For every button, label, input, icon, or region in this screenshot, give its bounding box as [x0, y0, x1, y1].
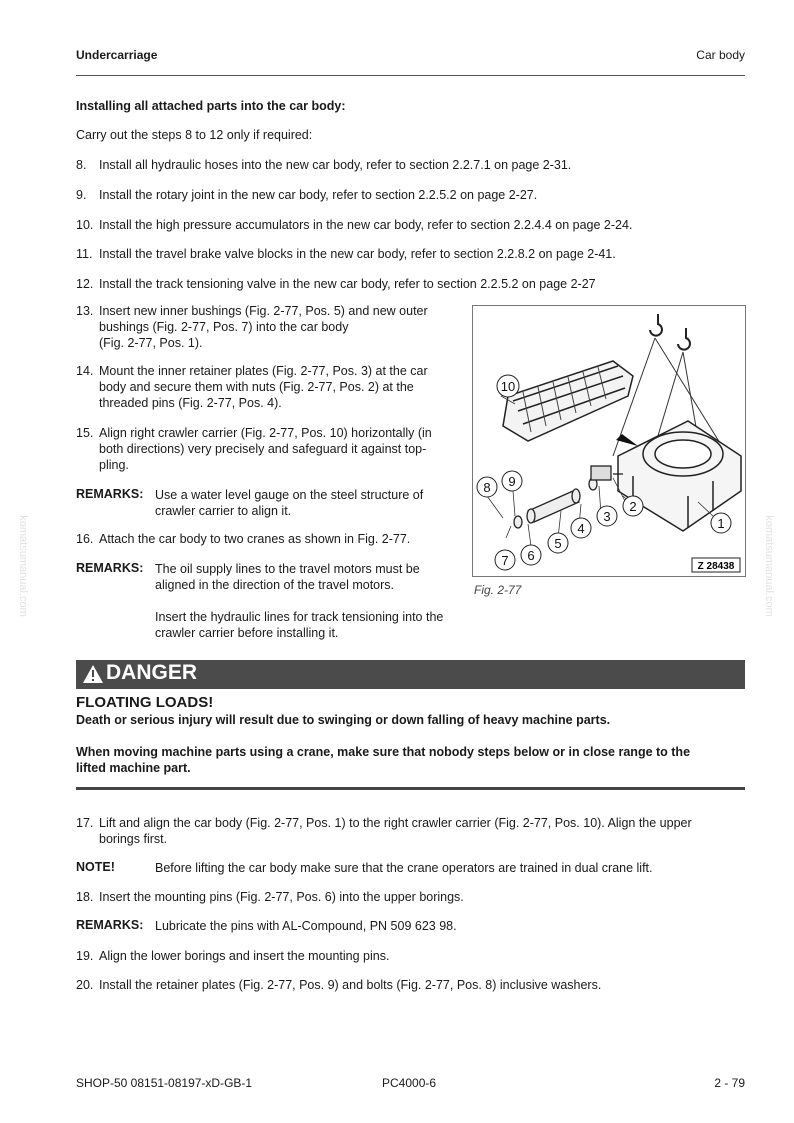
remark-line: Insert the hydraulic lines for track tensioning into the: [155, 610, 444, 624]
remark-line: The oil supply lines to the travel motors must be: [155, 562, 420, 576]
step-9: 9. Install the rotary joint in the new car body, refer to section 2.2.5.2 on page 2-27.: [76, 188, 538, 202]
callout-1: [711, 513, 731, 533]
note-label: NOTE!: [76, 860, 115, 874]
step-15-line: pling.: [99, 458, 129, 472]
step-17-line: borings first.: [99, 832, 168, 846]
svg-text:3: 3: [603, 509, 611, 524]
footer-doc-id: SHOP-50 08151-08197-xD-GB-1: [76, 1076, 253, 1090]
figure-2-77: [472, 305, 746, 577]
remark-line: Lubricate the pins with AL-Compound, PN 509 623 98.: [155, 919, 457, 933]
remark-line: Use a water level gauge on the steel structure of: [155, 488, 424, 502]
step-15-line: both directions) very precisely and safeguard it against top-: [99, 442, 427, 456]
intro-text: Carry out the steps 8 to 12 only if required:: [76, 128, 313, 142]
step-10: 10. Install the high pressure accumulators in the new car body, refer to section 2.2.4.4 on page 2-24.: [76, 218, 633, 232]
section-heading: Installing all attached parts into the car body:: [76, 99, 346, 113]
car-body-crane-illustration: [473, 306, 745, 576]
remark-line: crawler carrier to align it.: [155, 504, 292, 518]
step-20: 20. Install the retainer plates (Fig. 2-77, Pos. 9) and bolts (Fig. 2-77, Pos. 8) inclusive washers.: [76, 978, 602, 992]
header-section: Undercarriage: [76, 48, 158, 62]
callout-7: [495, 550, 515, 570]
step-14-line: Mount the inner retainer plates (Fig. 2-77, Pos. 3) at the car: [99, 364, 428, 378]
svg-text:5: 5: [554, 536, 562, 551]
danger-title: FLOATING LOADS!: [76, 694, 214, 711]
warning-triangle-icon: [83, 665, 103, 683]
footer-model: PC4000-6: [382, 1076, 437, 1090]
step-13-number: 13.: [76, 304, 94, 318]
callout-3: [597, 506, 617, 526]
step-15-line: Align right crawler carrier (Fig. 2-77, Pos. 10) horizontally (in: [99, 426, 432, 440]
step-13-line: bushings (Fig. 2-77, Pos. 7) into the car body: [99, 320, 349, 334]
callout-9: [502, 471, 522, 491]
header-chapter: Car body: [696, 48, 745, 62]
step-18: 18. Insert the mounting pins (Fig. 2-77, Pos. 6) into the upper borings.: [76, 890, 464, 904]
watermark: komatsumanual.com: [16, 515, 29, 617]
svg-text:10: 10: [500, 379, 516, 394]
callout-10: [497, 375, 519, 397]
header-rule: [76, 75, 745, 76]
callout-8: [477, 477, 497, 497]
crawler-carrier: [500, 361, 633, 441]
callout-5: [548, 533, 568, 553]
step-14-number: 14.: [76, 364, 94, 378]
remarks-label: REMARKS:: [76, 918, 144, 932]
step-12: 12. Install the track tensioning valve in the new car body, refer to section 2.2.5.2 on page 2-27: [76, 277, 596, 291]
callout-2: [623, 496, 643, 516]
step-13-line: (Fig. 2-77, Pos. 1).: [99, 336, 203, 350]
danger-text: Death or serious injury will result due to swinging or down falling of heavy machine parts.: [76, 713, 611, 727]
arrow-icon: [616, 434, 638, 446]
step-16: 16. Attach the car body to two cranes as shown in Fig. 2-77.: [76, 532, 411, 546]
figure-code-label: [692, 558, 740, 572]
callout-6: [521, 545, 541, 565]
note-text: Before lifting the car body make sure that the crane operators are trained in dual crane lift.: [155, 861, 653, 875]
step-8: 8. Install all hydraulic hoses into the new car body, refer to section 2.2.7.1 on page 2-31.: [76, 158, 572, 172]
danger-bottom-rule: [76, 787, 745, 790]
svg-text:9: 9: [508, 474, 516, 489]
remark-line: crawler carrier before installing it.: [155, 626, 339, 640]
footer-page: 2 - 79: [714, 1076, 745, 1090]
step-14-line: body and secure them with nuts (Fig. 2-77, Pos. 2) at the: [99, 380, 414, 394]
danger-text: When moving machine parts using a crane, make sure that nobody steps below or in close range to the: [76, 745, 691, 759]
step-17-number: 17.: [76, 816, 94, 830]
step-11: 11. Install the travel brake valve blocks in the new car body, refer to section 2.2.8.2 on page 2-41.: [76, 247, 616, 261]
svg-text:4: 4: [577, 521, 585, 536]
step-17-line: Lift and align the car body (Fig. 2-77, Pos. 1) to the right crawler carrier (Fig. 2-77, Pos. 10). Align the upper: [99, 816, 692, 830]
danger-label: DANGER: [106, 661, 198, 684]
remark-line: aligned in the direction of the travel motors.: [155, 578, 395, 592]
danger-banner: [76, 660, 745, 689]
figure-caption: Fig. 2-77: [474, 583, 522, 597]
danger-text: lifted machine part.: [76, 761, 191, 775]
svg-text:Z 28438: Z 28438: [697, 561, 735, 572]
crane-hook-icon: [650, 314, 690, 350]
svg-text:7: 7: [501, 553, 509, 568]
step-13-line: Insert new inner bushings (Fig. 2-77, Pos. 5) and new outer: [99, 304, 428, 318]
step-19: 19. Align the lower borings and insert the mounting pins.: [76, 949, 390, 963]
step-15-number: 15.: [76, 426, 94, 440]
watermark: komatsumanual.com: [762, 515, 775, 617]
remarks-label: REMARKS:: [76, 487, 144, 501]
svg-text:6: 6: [527, 548, 535, 563]
step-14-line: threaded pins (Fig. 2-77, Pos. 4).: [99, 396, 282, 410]
svg-text:1: 1: [717, 516, 725, 531]
callout-4: [571, 518, 591, 538]
remarks-label: REMARKS:: [76, 561, 144, 575]
svg-text:8: 8: [483, 480, 491, 495]
svg-text:2: 2: [629, 499, 637, 514]
